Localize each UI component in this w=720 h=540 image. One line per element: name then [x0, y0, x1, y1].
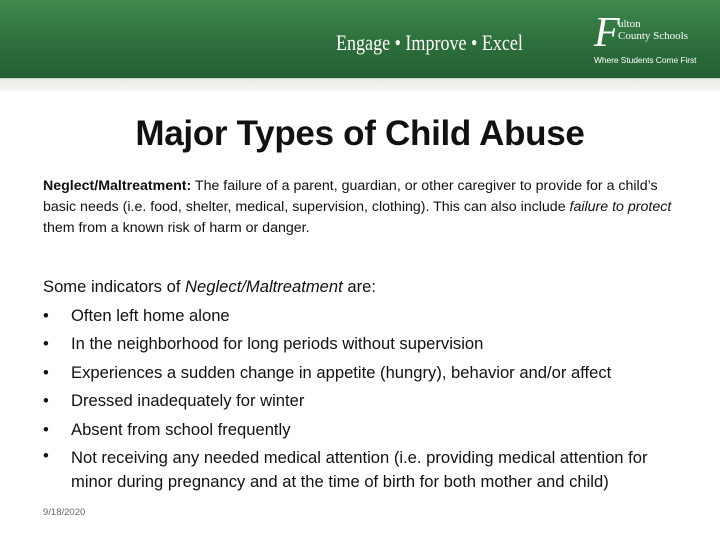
bullet-icon: •: [43, 419, 49, 439]
list-item: [43, 444, 683, 493]
slide-date: 9/18/2020: [43, 507, 86, 518]
list-item-text: Not receiving any needed medical attention (i.e. providing medical attention for minor during pregnancy and at the time of birth for both mother and child): [71, 448, 648, 491]
list-item-text: Absent from school frequently: [71, 419, 291, 439]
slide-title: Major Types of Child Abuse: [135, 114, 585, 153]
intro-text-b: are:: [342, 277, 376, 296]
indicators-intro: [43, 273, 683, 302]
logo-slogan: Where Students Come First: [594, 55, 697, 65]
list-item-text: Often left home alone: [71, 305, 230, 325]
list-item: [43, 387, 683, 416]
bullet-icon: •: [43, 446, 49, 465]
fulton-county-schools-logo: [592, 12, 712, 68]
logo-letter: F: [594, 10, 620, 56]
bullet-icon: •: [43, 305, 49, 325]
list-item: [43, 359, 683, 388]
logo-name-line2: County Schools: [618, 30, 688, 42]
bullet-icon: •: [43, 362, 49, 382]
intro-text-a: Some indicators of: [43, 277, 186, 296]
bullet-icon: •: [43, 391, 49, 410]
definition-paragraph: [43, 176, 683, 239]
list-item: [43, 330, 683, 359]
bullet-icon: •: [43, 334, 49, 353]
header-banner: [0, 0, 720, 78]
definition-emphasis: failure to protect: [569, 199, 672, 215]
list-item-text: Experiences a sudden change in appetite (hungry), behavior and/or affect: [71, 362, 612, 382]
intro-emphasis: Neglect/Maltreatment: [185, 277, 343, 296]
indicators-list: [43, 302, 683, 494]
list-item: [43, 302, 683, 331]
logo-name-line1: ulton: [618, 18, 641, 30]
logo-name: [618, 18, 688, 42]
definition-text-a: The failure of a parent, guardian, or other caregiver to provide for a child’s basic needs (i.e. food, shelter, medical, supervision, clothing). This can also include: [43, 178, 658, 215]
definition-text-b: them from a known risk of harm or danger.: [43, 220, 310, 236]
definition-term: Neglect/Maltreatment:: [43, 178, 192, 194]
header-divider: [0, 78, 720, 91]
indicators-section: [43, 273, 683, 493]
list-item-text: In the neighborhood for long periods without supervision: [71, 334, 484, 353]
header-tagline: Engage • Improve • Excel: [336, 30, 523, 55]
list-item-text: Dressed inadequately for winter: [71, 391, 305, 410]
list-item: [43, 416, 683, 445]
